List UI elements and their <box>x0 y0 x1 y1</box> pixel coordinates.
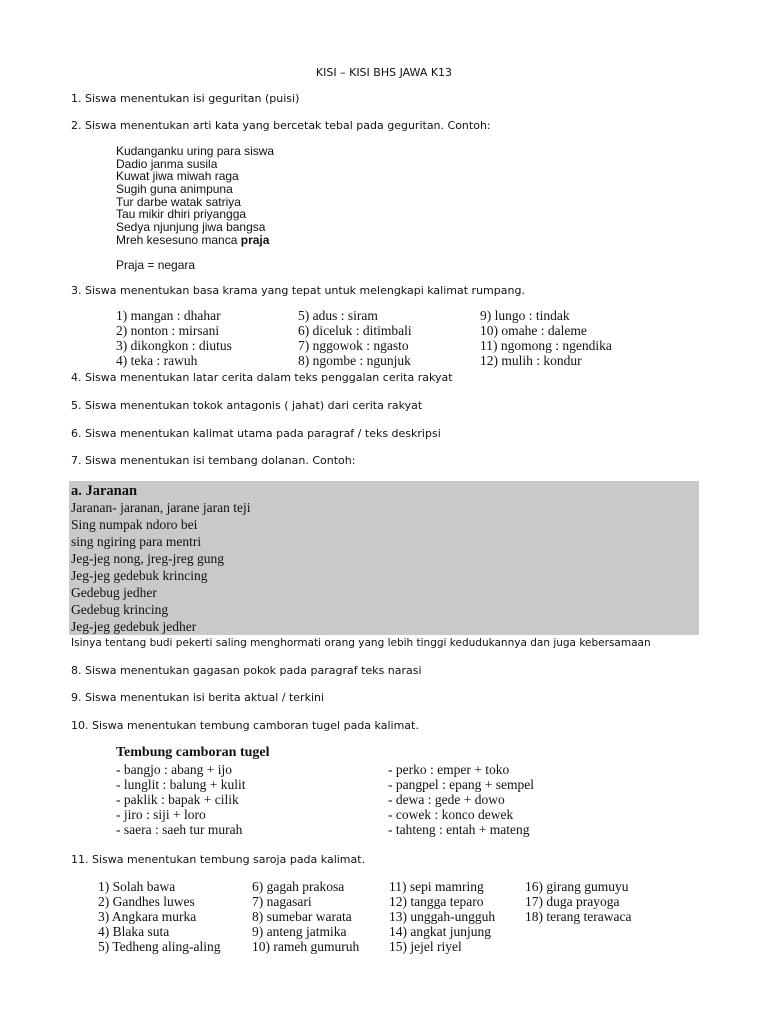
poem-line: Dadio janma susila <box>116 157 218 171</box>
camboran-item: - jiro : siji + loro <box>116 807 206 822</box>
saroja-item: 2) Gandhes luwes <box>98 894 195 909</box>
camboran-item: - bangjo : abang + ijo <box>116 762 232 777</box>
item-9: 9. Siswa menentukan isi berita aktual / terkini <box>71 691 325 704</box>
krama-cell: 12) mulih : kondur <box>480 353 582 368</box>
poem-line: Sugih guna animpuna <box>116 182 233 196</box>
page-title: KISI – KISI BHS JAWA K13 <box>315 66 453 79</box>
item-5: 5. Siswa menentukan tokok antagonis ( jahat) dari cerita rakyat <box>71 399 423 412</box>
saroja-item: 9) anteng jatmika <box>252 924 347 939</box>
krama-cell: 8) ngombe : ngunjuk <box>298 353 411 368</box>
saroja-item: 12) tangga teparo <box>389 894 484 909</box>
item-4: 4. Siswa menentukan latar cerita dalam teks penggalan cerita rakyat <box>71 371 453 384</box>
tembang-line: sing ngiring para mentri <box>71 534 202 549</box>
tembang-line: Jaranan- jaranan, jarane jaran teji <box>71 500 251 515</box>
saroja-item: 7) nagasari <box>252 894 312 909</box>
poem-line: Kudanganku uring para siswa <box>116 144 275 158</box>
poem-line: Sedya njunjung jiwa bangsa <box>116 220 266 234</box>
poem-line-last <box>116 233 269 247</box>
item-10: 10. Siswa menentukan tembung camboran tugel pada kalimat. <box>71 719 419 732</box>
saroja-item: 10) rameh gumuruh <box>252 939 360 954</box>
tembang-line: Gedebug krincing <box>71 602 169 617</box>
item-8: 8. Siswa menentukan gagasan pokok pada paragraf teks narasi <box>71 664 422 677</box>
item-2: 2. Siswa menentukan arti kata yang bercetak tebal pada geguritan. Contoh: <box>71 119 491 132</box>
tembang-line: Jeg-jeg gedebuk jedher <box>71 619 197 634</box>
camboran-item: - pangpel : epang + sempel <box>388 777 534 792</box>
krama-cell: 6) diceluk : ditimbali <box>298 323 412 338</box>
saroja-item: 15) jejel riyel <box>389 939 462 954</box>
camboran-item: - tahteng : entah + mateng <box>388 822 530 837</box>
tembang-note: Isinya tentang budi pekerti saling menghormati orang yang lebih tinggi kedudukannya dan juga kebersamaan <box>71 637 651 649</box>
poem-line: Kuwat jiwa miwah raga <box>116 169 239 183</box>
camboran-item: - dewa : gede + dowo <box>388 792 505 807</box>
krama-cell: 1) mangan : dhahar <box>116 308 221 323</box>
saroja-item: 11) sepi mamring <box>389 879 484 894</box>
saroja-item: 14) angkat junjung <box>389 924 491 939</box>
poem-line: Tau mikir dhiri priyangga <box>116 207 247 221</box>
krama-cell: 11) ngomong : ngendika <box>480 338 612 353</box>
camboran-heading: Tembung camboran tugel <box>116 745 270 760</box>
tembang-box <box>69 481 699 635</box>
krama-cell: 7) nggowok : ngasto <box>298 338 409 353</box>
item-7: 7. Siswa menentukan isi tembang dolanan. Contoh: <box>71 454 356 467</box>
tembang-line: Sing numpak ndoro bei <box>71 517 198 532</box>
saroja-item: 6) gagah prakosa <box>252 879 345 894</box>
camboran-item: - perko : emper + toko <box>388 762 510 777</box>
camboran-item: - saera : saeh tur murah <box>116 822 243 837</box>
tembang-line: Gedebug jedher <box>71 585 157 600</box>
krama-cell: 3) dikongkon : diutus <box>116 338 232 353</box>
poem-line: Tur darbe watak satriya <box>116 195 241 209</box>
poem-meaning: Praja = negara <box>116 258 196 272</box>
item-6: 6. Siswa menentukan kalimat utama pada paragraf / teks deskripsi <box>71 427 441 440</box>
saroja-item: 5) Tedheng aling-aling <box>98 939 221 954</box>
saroja-item: 13) unggah-ungguh <box>389 909 496 924</box>
tembang-line: Jeg-jeg nong, jreg-jreg gung <box>71 551 224 566</box>
saroja-item: 8) sumebar warata <box>252 909 352 924</box>
item-3: 3. Siswa menentukan basa krama yang tepat untuk melengkapi kalimat rumpang. <box>71 284 525 297</box>
camboran-item: - lunglit : balung + kulit <box>116 777 246 792</box>
krama-cell: 10) omahe : daleme <box>480 323 587 338</box>
saroja-item: 17) duga prayoga <box>525 894 620 909</box>
tembang-heading: a. Jaranan <box>71 483 138 499</box>
camboran-item: - cowek : konco dewek <box>388 807 514 822</box>
saroja-item: 3) Angkara murka <box>98 909 197 924</box>
camboran-item: - paklik : bapak + cilik <box>116 792 239 807</box>
krama-cell: 2) nonton : mirsani <box>116 323 220 338</box>
item-1: 1. Siswa menentukan isi geguritan (puisi) <box>71 92 300 105</box>
saroja-item: 1) Solah bawa <box>98 879 176 894</box>
saroja-item: 16) girang gumuyu <box>525 879 629 894</box>
poem-last-text: Mreh kesesuno manca <box>116 233 241 247</box>
saroja-item: 4) Blaka suta <box>98 924 170 939</box>
krama-cell: 9) lungo : tindak <box>480 308 570 323</box>
item-11: 11. Siswa menentukan tembung saroja pada kalimat. <box>71 853 366 866</box>
bold-word: praja <box>240 233 270 247</box>
saroja-item: 18) terang terawaca <box>525 909 632 924</box>
krama-cell: 4) teka : rawuh <box>116 353 198 368</box>
tembang-line: Jeg-jeg gedebuk krincing <box>71 568 208 583</box>
krama-cell: 5) adus : siram <box>298 308 378 323</box>
